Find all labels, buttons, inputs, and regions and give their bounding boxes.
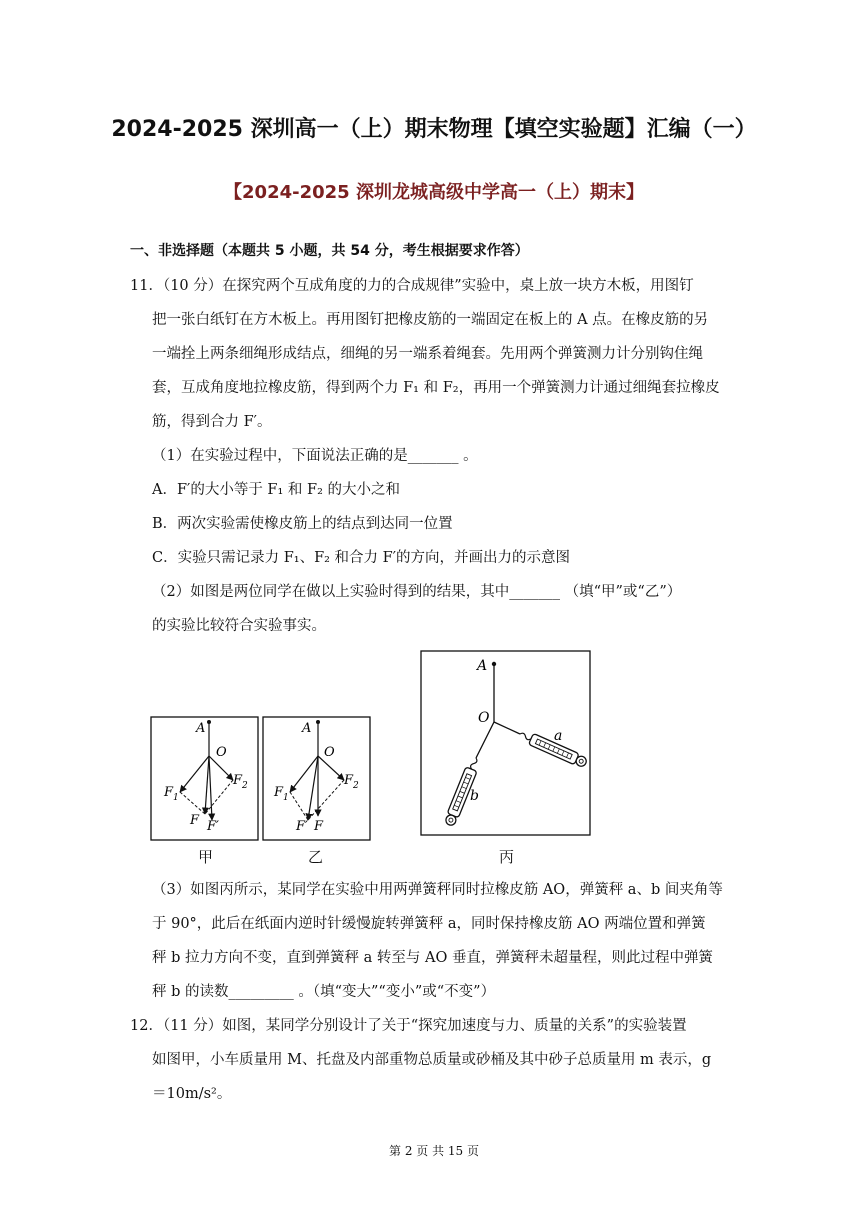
q12-line-3: ＝10m/s²。 [152, 1086, 232, 1102]
label-f2-sub: 2 [353, 781, 359, 791]
label-f: F [190, 813, 200, 828]
q11-line-5: 筋，得到合力 F′。 [152, 414, 272, 430]
vector-f [205, 756, 209, 814]
string-a [494, 722, 520, 734]
label-f1-sub: 1 [283, 793, 289, 803]
q11-option-b: B．两次实验需使橡皮筋上的结点到达同一位置 [152, 516, 453, 532]
q11-line-2: 把一张白纸钉在方木板上。再用图钉把橡皮筋的一端固定在板上的 A 点。在橡皮筋的另 [152, 312, 709, 328]
q11-part-3-line-2: 于 90°，此后在纸面内逆时针缓慢旋转弹簧秤 a，同时保持橡皮筋 AO 两端位置和弹簧 [152, 916, 706, 932]
label-o: O [478, 710, 490, 726]
page-subtitle: 【2024-2025 深圳龙城高级中学高一（上）期末】 [224, 182, 644, 203]
label-f-prime: F′ [207, 819, 219, 834]
label-spring-b: b [470, 788, 479, 804]
label-f-prime: F′ [296, 819, 308, 834]
q11-part-3-line-3: 秤 b 拉力方向不变，直到弹簧秤 a 转至与 AO 垂直，弹簧秤未超量程，则此过程中弹簧 [152, 950, 713, 966]
figure-bing [420, 650, 592, 838]
section-heading: 一、非选择题（本题共 5 小题，共 54 分，考生根据要求作答） [130, 243, 529, 259]
q11-line-1: 11．（10 分）在探究两个互成角度的力的合成规律”实验中，桌上放一块方木板，用图钉 [130, 278, 694, 294]
label-spring-a: a [554, 728, 563, 744]
vector-f1 [180, 756, 209, 792]
q11-option-c: C．实验只需记录力 F₁、F₂ 和合力 F′的方向，并画出力的示意图 [152, 550, 571, 566]
page-footer: 第 2 页 共 15 页 [389, 1144, 479, 1158]
q11-part-3-line-1: （3）如图丙所示，某同学在实验中用两弹簧秤同时拉橡皮筋 AO，弹簧秤 a、b 间夹角等 [152, 882, 723, 898]
q11-line-4: 套，互成角度地拉橡皮筋，得到两个力 F₁ 和 F₂，再用一个弹簧测力计通过细绳套拉橡皮 [152, 380, 720, 396]
parallelogram-edge [205, 780, 233, 814]
figure-frame [421, 651, 590, 835]
label-a: A [477, 658, 488, 674]
figure-yi [262, 716, 372, 842]
figure-jia-label: 甲 [198, 848, 214, 866]
label-o: O [324, 745, 335, 760]
string-b [476, 722, 494, 758]
vector-f-prime [209, 756, 212, 820]
q11-option-a: A．F′的大小等于 F₁ 和 F₂ 的大小之和 [152, 482, 401, 498]
q12-line-2: 如图甲，小车质量用 M、托盘及内部重物总质量或砂桶及其中砂子总质量用 m 表示，g [152, 1052, 712, 1068]
q12-line-1: 12．（11 分）如图，某同学分别设计了关于“探究加速度与力、质量的关系”的实验装置 [130, 1018, 687, 1034]
label-f2: F [233, 773, 243, 788]
label-f2: F [344, 773, 354, 788]
q11-part-2-line-1: （2）如图是两位同学在做以上实验时得到的结果，其中_______ （填“甲”或“乙”） [152, 584, 682, 600]
figure-jia [150, 716, 260, 842]
figure-bing-label: 丙 [499, 848, 515, 866]
label-a: A [302, 721, 312, 736]
label-o: O [216, 745, 227, 760]
page-title: 2024-2025 深圳高一（上）期末物理【填空实验题】汇编（一） [111, 117, 757, 142]
q11-part-3-line-4: 秤 b 的读数_________ 。（填“变大”“变小”或“不变”） [152, 984, 496, 1000]
label-f1-sub: 1 [173, 793, 179, 803]
label-f1: F [164, 785, 174, 800]
label-a: A [196, 721, 206, 736]
label-f2-sub: 2 [242, 781, 248, 791]
spring-balance-a [518, 729, 589, 769]
q11-part-1: （1）在实验过程中，下面说法正确的是_______ 。 [152, 448, 478, 464]
parallelogram-edge [180, 792, 205, 814]
label-f: F [314, 819, 324, 834]
q11-part-2-line-2: 的实验比较符合实验事实。 [152, 618, 326, 634]
parallelogram-edge [290, 792, 308, 820]
figure-yi-label: 乙 [308, 848, 324, 866]
label-f1: F [274, 785, 284, 800]
q11-line-3: 一端拴上两条细绳形成结点，细绳的另一端系着绳套。先用两个弹簧测力计分别钩住绳 [152, 346, 703, 362]
